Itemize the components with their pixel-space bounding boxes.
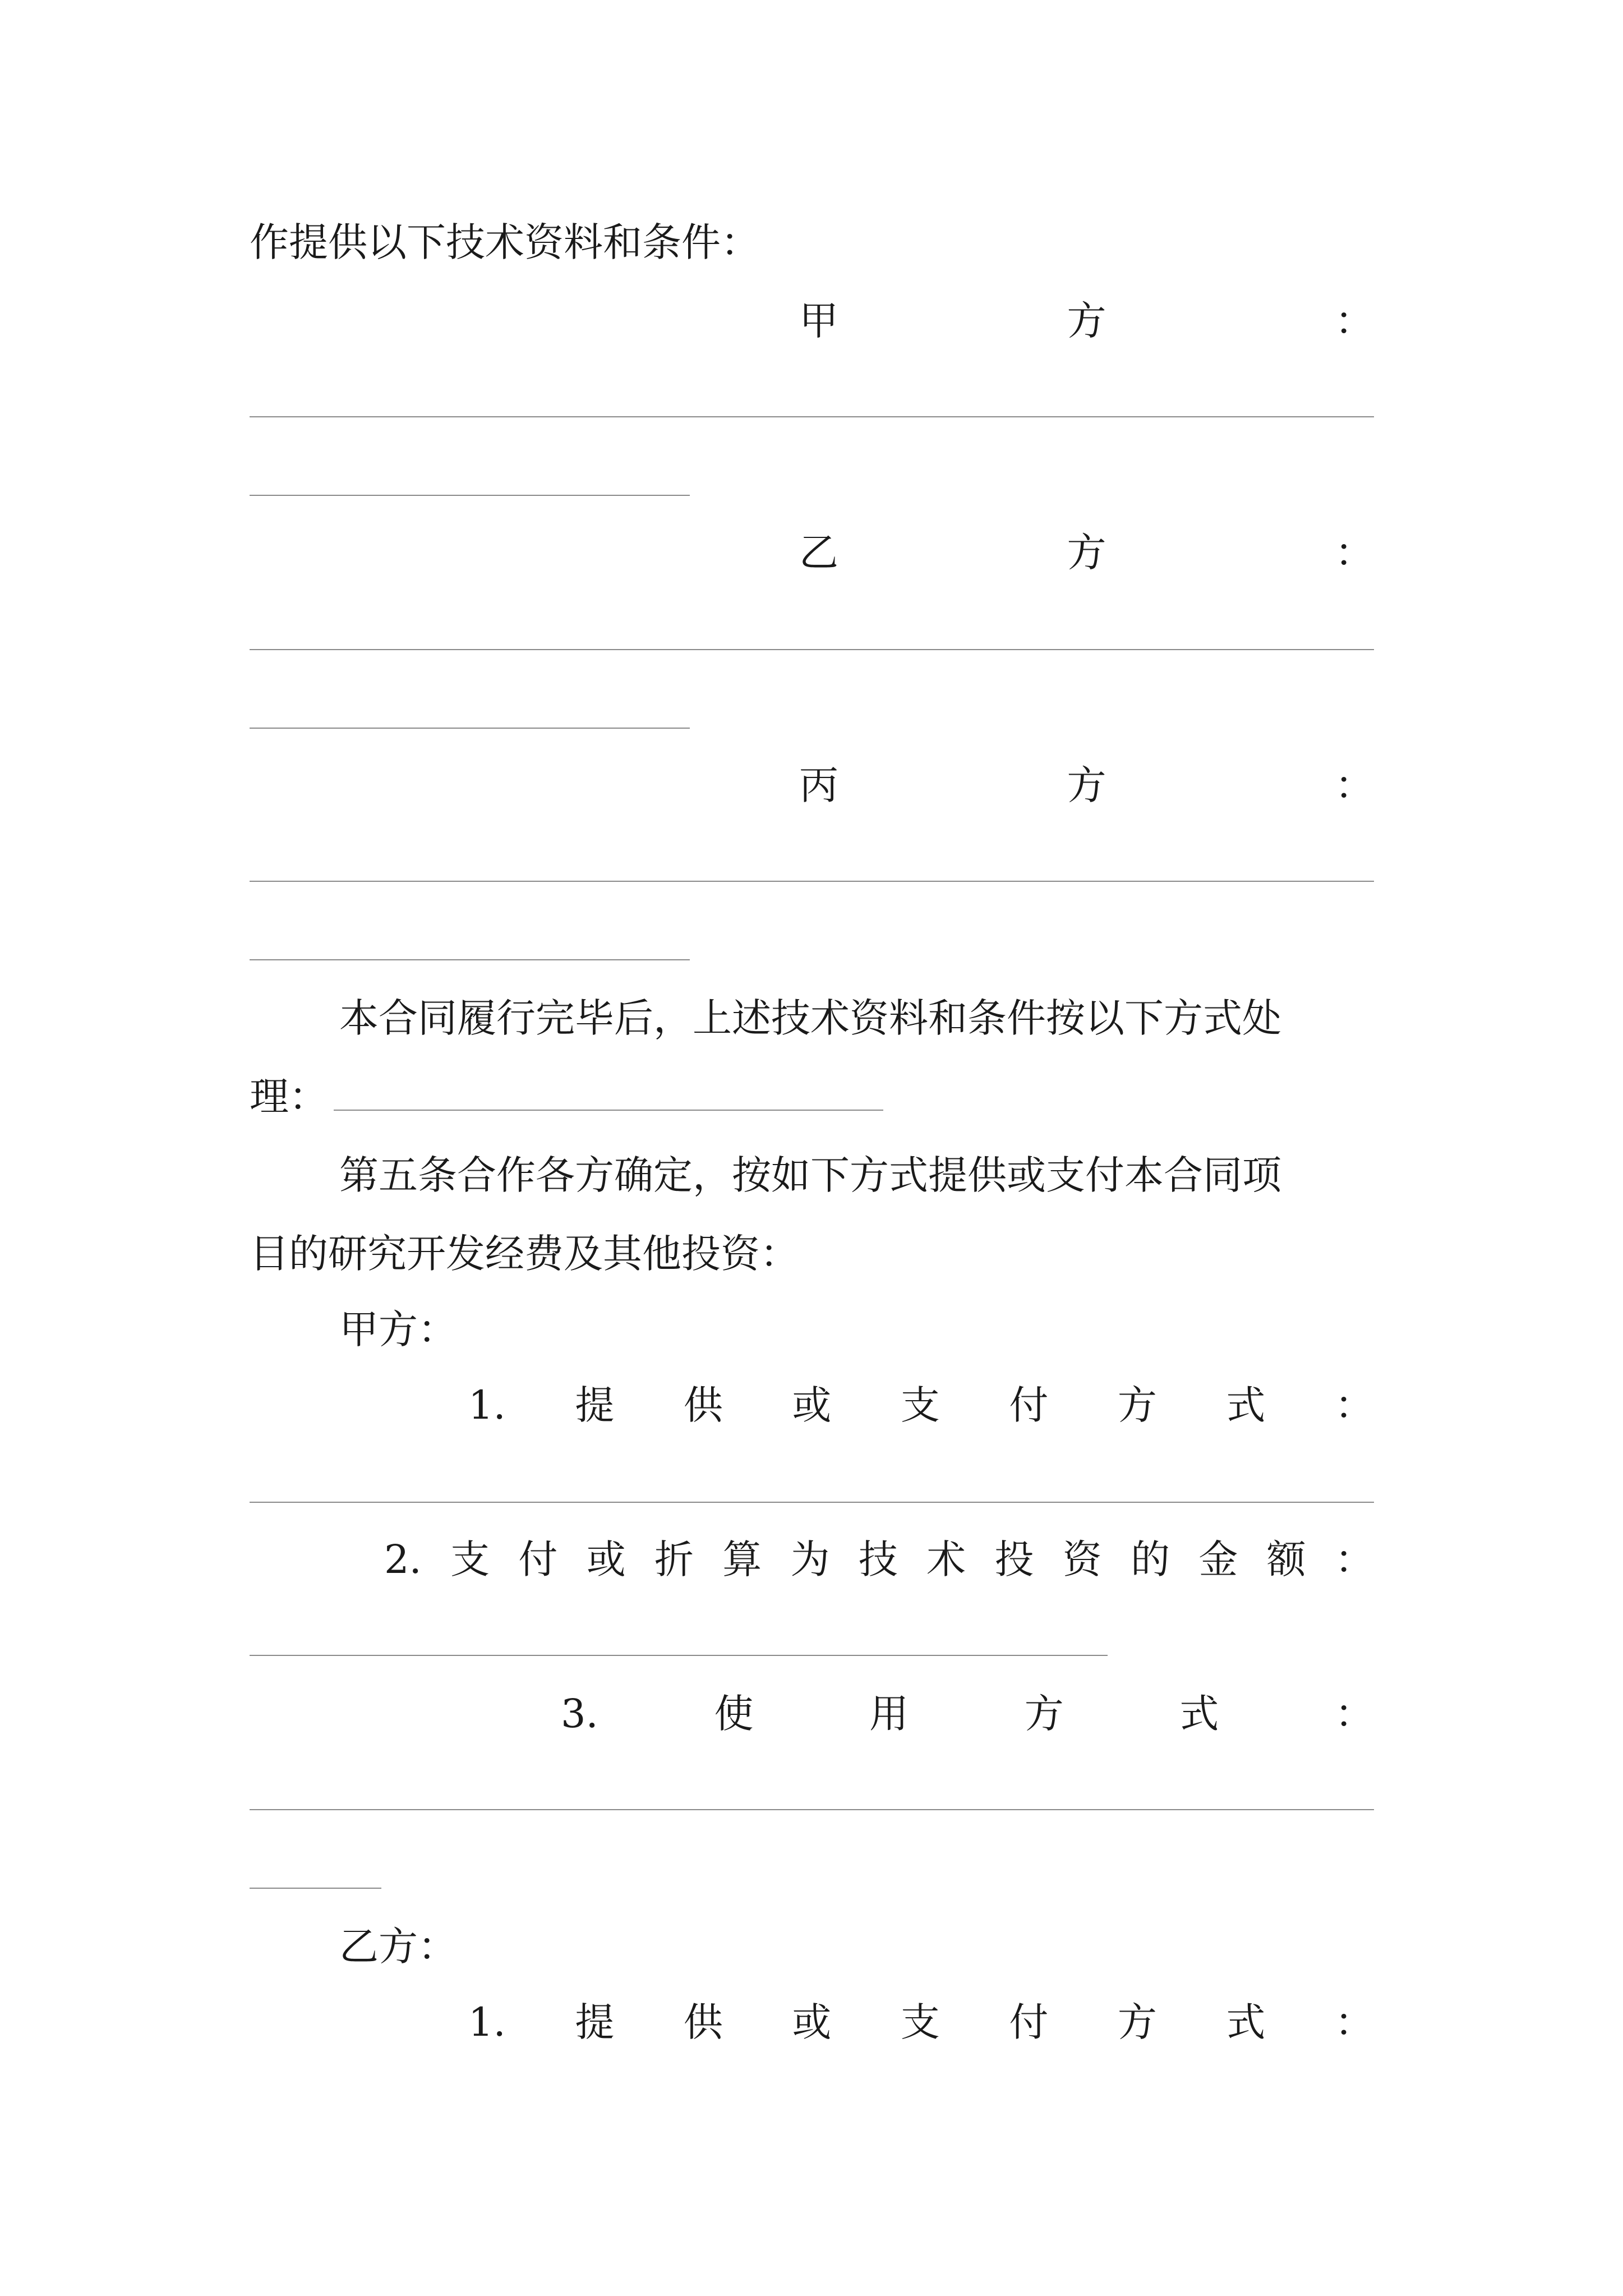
- item-char: 支: [900, 1382, 940, 1428]
- item-char: 提: [575, 1999, 615, 2045]
- after-completion-line-1: 本合同履行完毕后，上述技术资料和条件按以下方式处: [339, 995, 1281, 1041]
- item-char: 式: [1226, 1382, 1266, 1428]
- after-completion-line-2: [250, 1069, 883, 1125]
- party-b-heading: 乙方：: [339, 1924, 457, 1970]
- item-colon: ：: [1335, 1691, 1374, 1737]
- party-colon: ：: [1335, 530, 1374, 576]
- intro-line: 作提供以下技术资料和条件：: [250, 219, 760, 265]
- party-name: 丙: [799, 762, 838, 808]
- party-a-item-1: [468, 1377, 1374, 1433]
- item-char: 支: [450, 1536, 490, 1582]
- item-char: 式: [1226, 1999, 1266, 2045]
- item-char: 金: [1198, 1536, 1238, 1582]
- item-char: 术: [926, 1536, 966, 1582]
- fill-in-line: [250, 1888, 381, 1889]
- item-number: 3.: [561, 1691, 598, 1737]
- fill-in-line: [334, 1110, 883, 1111]
- item-char: 投: [994, 1536, 1034, 1582]
- item-char: 技: [858, 1536, 898, 1582]
- item-colon: ：: [1334, 1999, 1374, 2045]
- party-name: 甲: [799, 298, 838, 344]
- item-number: 1.: [468, 1382, 506, 1428]
- fill-in-line: [250, 959, 690, 960]
- item-char: 付: [518, 1536, 558, 1582]
- fill-in-line: [250, 495, 690, 496]
- item-char: 方: [1024, 1691, 1064, 1737]
- item-char: 付: [1009, 1382, 1049, 1428]
- after-completion-label: 理：: [250, 1074, 328, 1120]
- item-number: 1.: [468, 1999, 506, 2045]
- article5-line-1: 第五条合作各方确定，按如下方式提供或支付本合同项: [339, 1152, 1281, 1198]
- fill-in-line: [250, 1502, 1374, 1503]
- party-a-item-3: [561, 1686, 1374, 1742]
- party-jia-provision-row: [799, 293, 1374, 349]
- item-char: 折: [654, 1536, 694, 1582]
- item-char: 供: [683, 1382, 723, 1428]
- item-char: 或: [586, 1536, 626, 1582]
- party-yi-provision-row: [799, 524, 1374, 581]
- item-char: 或: [792, 1382, 832, 1428]
- item-char: 提: [575, 1382, 615, 1428]
- item-colon: ：: [1334, 1382, 1374, 1428]
- item-char: 式: [1179, 1691, 1219, 1737]
- item-char: 用: [869, 1691, 909, 1737]
- item-char: 供: [683, 1999, 723, 2045]
- fill-in-line: [250, 881, 1374, 882]
- party-word: 方: [1067, 762, 1106, 808]
- item-char: 方: [1117, 1999, 1157, 2045]
- fill-in-line: [250, 1809, 1374, 1810]
- item-char: 使: [714, 1691, 754, 1737]
- item-char: 算: [722, 1536, 762, 1582]
- party-bing-provision-row: [799, 757, 1374, 813]
- item-char: 为: [790, 1536, 830, 1582]
- item-char: 付: [1009, 1999, 1049, 2045]
- item-char: 方: [1117, 1382, 1157, 1428]
- fill-in-line: [250, 1655, 1108, 1656]
- fill-in-line: [250, 416, 1374, 417]
- fill-in-line: [250, 728, 690, 729]
- party-colon: ：: [1335, 298, 1374, 344]
- item-char: 资: [1062, 1536, 1102, 1582]
- party-colon: ：: [1335, 762, 1374, 808]
- fill-in-line: [250, 649, 1374, 650]
- party-word: 方: [1067, 298, 1106, 344]
- item-char: 支: [900, 1999, 940, 2045]
- party-a-heading: 甲方：: [339, 1306, 457, 1352]
- item-char: 额: [1266, 1536, 1306, 1582]
- item-char: 或: [792, 1999, 832, 2045]
- party-b-item-1: [468, 1994, 1374, 2050]
- item-colon: ：: [1334, 1536, 1374, 1582]
- party-a-item-2: [384, 1531, 1374, 1588]
- item-number: 2.: [384, 1536, 422, 1582]
- party-word: 方: [1067, 530, 1106, 576]
- item-char: 的: [1131, 1536, 1170, 1582]
- party-name: 乙: [799, 530, 838, 576]
- article5-line-2: 目的研究开发经费及其他投资：: [250, 1231, 799, 1277]
